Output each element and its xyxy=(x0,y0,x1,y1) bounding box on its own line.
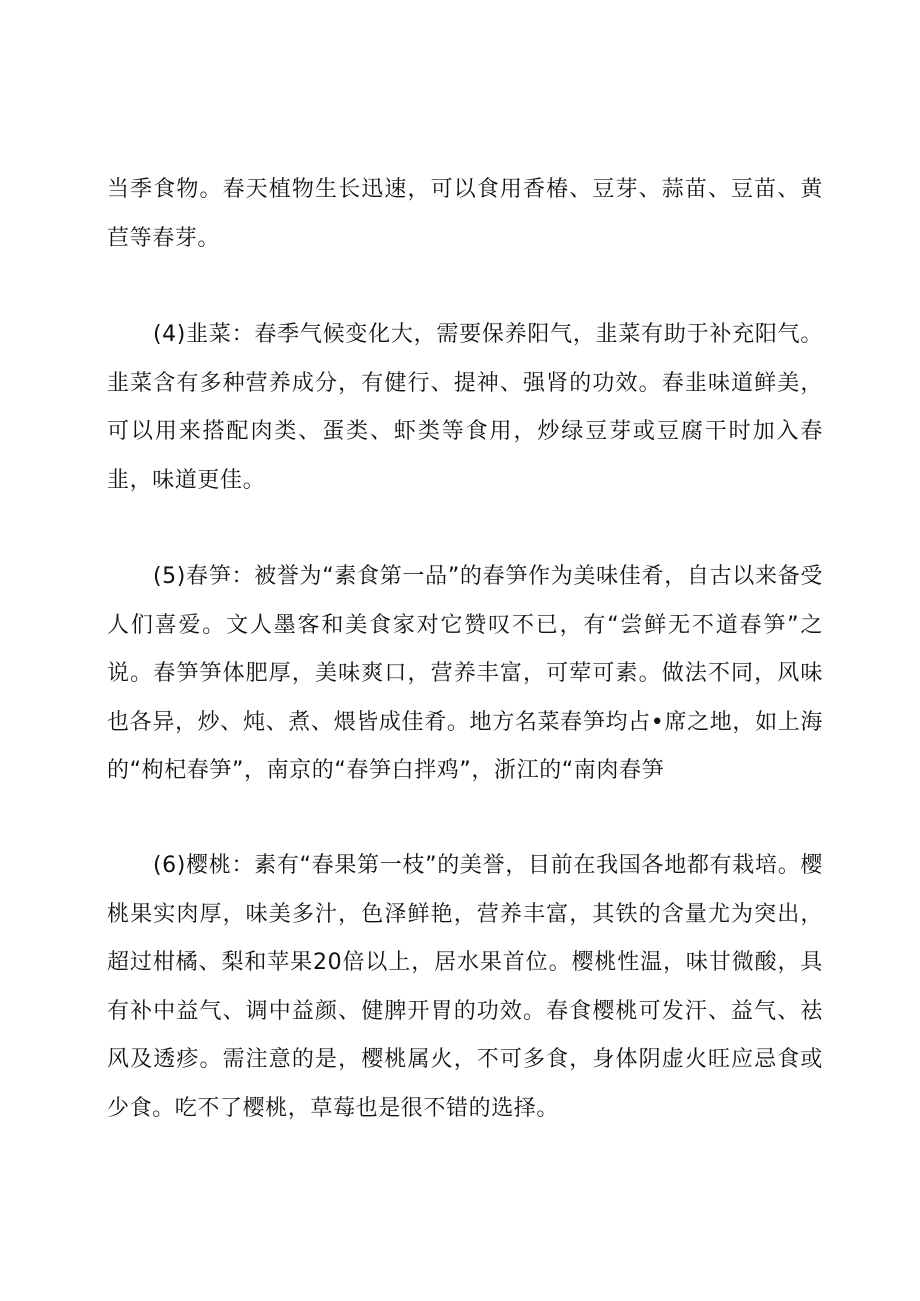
paragraph-bamboo-shoots: (5)春笋：被誉为“素食第一品”的春笋作为美味佳肴，自古以来备受人们喜爱。文人墨客和美食家对它赞叹不已，有“尝鲜无不道春笋”之说。春笋笋体肥厚，美味爽口，营养丰富，可荤可素。做法不同，风味也各异，炒、炖、煮、煨皆成佳肴。地方名菜春笋均占•席之地，如上海的“枸杞春笋”，南京的“春笋白拌鸡”，浙江的“南肉春笋 xyxy=(107,564,823,783)
paragraph-cherries: (6)樱桃：素有“春果第一枝”的美誉，目前在我国各地都有栽培。樱桃果实肉厚，味美多汁，色泽鲜艳，营养丰富，其铁的含量尤为突出，超过柑橘、梨和苹果20倍以上，居水果首位。樱桃性温，味甘微酸，具有补中益气、调中益颜、健脾开胃的功效。春食樱桃可发汗、益气、祛风及透疹。需注意的是，樱桃属火，不可多食，身体阴虚火旺应忌食或少食。吃不了樱桃，草莓也是很不错的选择。 xyxy=(107,853,823,1121)
paragraph-spring-sprouts: 当季食物。春天植物生长迅速，可以食用香椿、豆芽、蒜苗、豆苗、黄苣等春芽。 xyxy=(107,177,823,251)
paragraph-chives: (4)韭菜：春季气候变化大，需要保养阳气，韭菜有助于补充阳气。韭菜含有多种营养成分，有健行、提神、强肾的功效。春韭味道鲜美，可以用来搭配肉类、蛋类、虾类等食用，炒绿豆芽或豆腐干时加入春韭，味道更佳。 xyxy=(107,322,823,493)
